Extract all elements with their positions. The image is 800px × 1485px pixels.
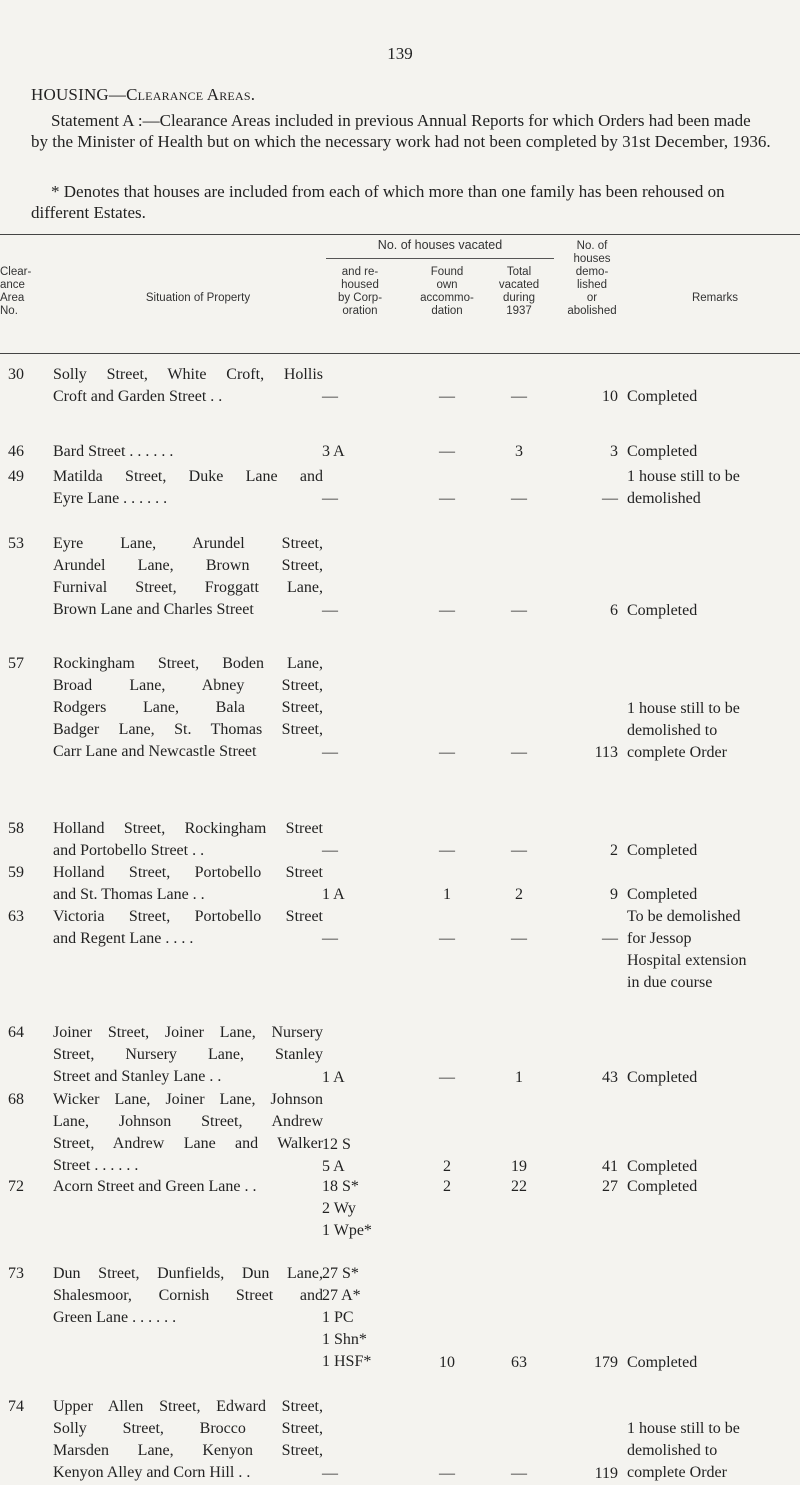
remark-line: 1 house still to be xyxy=(627,468,740,485)
rehoused-entry: 2 Wy xyxy=(322,1200,356,1217)
remark-line: Completed xyxy=(627,1157,698,1175)
rehoused-entry: 3 A xyxy=(322,443,345,460)
situation-line: Eyre Lane, Arundel Street, xyxy=(53,535,323,552)
situation-line: Wicker Lane, Joiner Lane, Johnson xyxy=(53,1091,323,1108)
houses-demolished: 113 xyxy=(594,744,618,762)
situation-line: Broad Lane, Abney Street, xyxy=(53,677,323,694)
total-vacated: 3 xyxy=(515,443,523,460)
remark-line: To be demolished xyxy=(627,908,741,925)
rehoused-by-corporation xyxy=(322,884,398,906)
rehoused-entry: 1 Shn* xyxy=(322,1331,367,1348)
situation-of-property xyxy=(53,1022,323,1088)
area-number: 53 xyxy=(8,535,24,552)
situation-line: Acorn Street and Green Lane . . xyxy=(53,1178,257,1195)
situation-line: Solly Street, White Croft, Hollis xyxy=(53,366,323,383)
header-houses-vacated-group: No. of houses vacated xyxy=(377,238,503,252)
rehoused-entry: 12 S xyxy=(322,1135,351,1153)
heading-dash: — xyxy=(108,85,127,104)
houses-demolished: 179 xyxy=(594,1354,618,1372)
rehoused-by-corporation xyxy=(322,488,398,510)
total-vacated: 19 xyxy=(511,1157,527,1175)
rehoused-entry: — xyxy=(322,490,338,508)
situation-line: and Portobello Street . . xyxy=(53,842,205,859)
section-heading xyxy=(31,85,255,105)
found-own-accommodation: — xyxy=(439,930,455,948)
situation-line: Shalesmoor, Cornish Street and xyxy=(53,1287,323,1304)
total-vacated: — xyxy=(511,744,527,762)
remark-line: 1 house still to be xyxy=(627,1420,740,1438)
situation-of-property xyxy=(53,466,323,510)
remarks xyxy=(627,1418,800,1484)
situation-of-property xyxy=(53,906,323,950)
area-number: 46 xyxy=(8,443,24,460)
total-vacated: 63 xyxy=(511,1354,527,1372)
remarks xyxy=(627,1176,800,1198)
remarks xyxy=(627,600,800,622)
remark-line: Completed xyxy=(627,443,698,460)
found-own-accommodation: — xyxy=(439,842,455,860)
houses-demolished: 2 xyxy=(610,842,618,860)
situation-line: Street, Andrew Lane and Walker xyxy=(53,1135,323,1152)
remark-line: Completed xyxy=(627,1068,698,1086)
total-vacated: 1 xyxy=(515,1068,523,1086)
houses-demolished: — xyxy=(602,930,618,948)
found-own-accommodation: — xyxy=(439,443,455,460)
situation-line: Street, Nursery Lane, Stanley xyxy=(53,1046,323,1063)
situation-of-property xyxy=(53,364,323,408)
situation-line: Joiner Street, Joiner Lane, Nursery xyxy=(53,1024,323,1041)
situation-of-property xyxy=(53,441,323,463)
area-number: 58 xyxy=(8,820,24,837)
situation-line: and Regent Lane . . . . xyxy=(53,930,194,947)
found-own-accommodation: — xyxy=(439,1068,455,1086)
situation-of-property xyxy=(53,1263,323,1329)
area-number: 59 xyxy=(8,864,24,881)
situation-line: Dun Street, Dunfields, Dun Lane, xyxy=(53,1265,323,1282)
situation-line: Lane, Johnson Street, Andrew xyxy=(53,1113,323,1130)
heading-sub: Clearance Areas. xyxy=(126,85,256,104)
houses-demolished: 6 xyxy=(610,601,618,619)
situation-line: and St. Thomas Lane . . xyxy=(53,886,205,903)
heading-main: HOUSING xyxy=(31,85,109,104)
remarks xyxy=(627,906,800,994)
situation-line: Rodgers Lane, Bala Street, xyxy=(53,699,323,716)
situation-line: Street and Stanley Lane . . xyxy=(53,1068,222,1085)
houses-demolished: 3 xyxy=(610,443,618,460)
statement-paragraph: Statement A :—Clearance Areas included in previous Annual Reports for which Orders had been made by the Minister of Health but on which the necessary work had not been completed by 31st December, 1936. xyxy=(31,111,771,151)
rehoused-entry: — xyxy=(322,842,338,860)
situation-of-property xyxy=(53,818,323,862)
remarks xyxy=(627,884,800,906)
remark-line: Completed xyxy=(627,1178,698,1195)
remarks xyxy=(627,466,800,510)
rehoused-by-corporation xyxy=(322,840,398,862)
remark-line: complete Order xyxy=(627,743,727,761)
remarks xyxy=(627,1156,800,1178)
area-number: 74 xyxy=(8,1398,24,1415)
found-own-accommodation: — xyxy=(439,601,455,619)
remark-line: in due course xyxy=(627,974,713,991)
area-number: 63 xyxy=(8,908,24,925)
situation-of-property xyxy=(53,1396,323,1484)
remark-line: Completed xyxy=(627,601,698,619)
remark-line: demolished xyxy=(627,490,701,507)
situation-line: Arundel Lane, Brown Street, xyxy=(53,557,323,574)
houses-demolished: 43 xyxy=(602,1068,618,1086)
situation-line: Eyre Lane . . . . . . xyxy=(53,490,168,507)
situation-line: Marsden Lane, Kenyon Street, xyxy=(53,1442,323,1459)
situation-of-property xyxy=(53,1176,323,1198)
found-own-accommodation: — xyxy=(439,744,455,762)
situation-line: Badger Lane, St. Thomas Street, xyxy=(53,721,323,738)
rehoused-entry: 1 A xyxy=(322,886,345,904)
situation-line: Rockingham Street, Boden Lane, xyxy=(53,655,323,672)
remark-line: Completed xyxy=(627,886,698,904)
area-number: 73 xyxy=(8,1265,24,1282)
situation-of-property xyxy=(53,533,323,621)
remark-line: Hospital extension xyxy=(627,952,747,969)
houses-demolished: 10 xyxy=(602,388,618,406)
total-vacated: 2 xyxy=(515,886,523,904)
rehoused-by-corporation xyxy=(322,600,398,622)
remark-line: demolished to xyxy=(627,721,718,739)
houses-demolished: 41 xyxy=(602,1157,618,1175)
area-number: 49 xyxy=(8,468,24,485)
situation-line: Holland Street, Portobello Street xyxy=(53,864,323,881)
remark-line: complete Order xyxy=(627,1464,727,1482)
header-found-own: Found own accommo- dation xyxy=(420,266,474,317)
rehoused-by-corporation xyxy=(322,1134,398,1178)
rehoused-by-corporation xyxy=(322,1067,398,1089)
header-demolished: No. of houses demo- lished or abolished xyxy=(567,240,617,317)
remark-line: 1 house still to be xyxy=(627,699,740,717)
situation-line: Kenyon Alley and Corn Hill . . xyxy=(53,1464,251,1481)
remark-line: Completed xyxy=(627,1354,698,1372)
rehoused-by-corporation xyxy=(322,742,398,764)
remarks xyxy=(627,1352,800,1374)
found-own-accommodation: 2 xyxy=(443,1157,451,1175)
area-number: 64 xyxy=(8,1024,24,1041)
rehoused-entry: 27 S* xyxy=(322,1265,359,1282)
remarks xyxy=(627,441,800,463)
found-own-accommodation: — xyxy=(439,490,455,508)
area-number: 57 xyxy=(8,655,24,672)
total-vacated: — xyxy=(511,388,527,406)
rehoused-entry: 5 A xyxy=(322,1157,345,1175)
header-area-no: Clear- ance Area No. xyxy=(0,266,32,317)
found-own-accommodation: 10 xyxy=(439,1354,455,1372)
situation-line: Green Lane . . . . . . xyxy=(53,1309,177,1326)
rehoused-by-corporation xyxy=(322,441,398,463)
situation-line: Bard Street . . . . . . xyxy=(53,443,174,460)
remark-line: for Jessop xyxy=(627,930,692,947)
rehoused-by-corporation xyxy=(322,1176,398,1242)
rehoused-entry: 1 HSF* xyxy=(322,1353,372,1370)
header-group-rule xyxy=(326,258,554,259)
rehoused-by-corporation xyxy=(322,386,398,408)
remark-line: Completed xyxy=(627,842,698,860)
remarks xyxy=(627,1067,800,1089)
header-rehoused: and re- housed by Corp- oration xyxy=(337,266,383,317)
total-vacated: 22 xyxy=(511,1178,527,1195)
situation-of-property xyxy=(53,862,323,906)
rehoused-entry: — xyxy=(322,1464,338,1482)
situation-line: Holland Street, Rockingham Street xyxy=(53,820,323,837)
situation-line: Carr Lane and Newcastle Street xyxy=(53,743,257,760)
remarks xyxy=(627,840,800,862)
houses-demolished: 9 xyxy=(610,886,618,904)
situation-line: Matilda Street, Duke Lane and xyxy=(53,468,323,485)
rehoused-by-corporation xyxy=(322,1463,398,1485)
situation-line: Brown Lane and Charles Street xyxy=(53,601,254,618)
footnote-paragraph: * Denotes that houses are included from each of which more than one family has been rehoused on different Estates. xyxy=(31,182,725,222)
situation-of-property xyxy=(53,1089,323,1177)
rehoused-entry: — xyxy=(322,601,338,619)
total-vacated: — xyxy=(511,490,527,508)
rehoused-entry: 18 S* xyxy=(322,1178,359,1195)
found-own-accommodation: — xyxy=(439,1464,455,1482)
situation-of-property xyxy=(53,653,323,763)
situation-line: Croft and Garden Street . . xyxy=(53,388,223,405)
rehoused-entry: — xyxy=(322,744,338,762)
houses-demolished: 27 xyxy=(602,1178,618,1195)
remarks xyxy=(627,698,800,764)
area-number: 30 xyxy=(8,366,24,383)
total-vacated: — xyxy=(511,1464,527,1482)
total-vacated: — xyxy=(511,930,527,948)
situation-line: Victoria Street, Portobello Street xyxy=(53,908,323,925)
header-remarks: Remarks xyxy=(691,292,738,304)
rehoused-entry: 1 Wpe* xyxy=(322,1222,372,1239)
situation-line: Street . . . . . . xyxy=(53,1157,139,1174)
header-total-vacated: Total vacated during 1937 xyxy=(498,266,540,317)
remarks xyxy=(627,386,800,408)
rehoused-entry: — xyxy=(322,388,338,406)
rehoused-entry: 1 PC xyxy=(322,1309,354,1326)
found-own-accommodation: — xyxy=(439,388,455,406)
remark-line: Completed xyxy=(627,388,698,406)
total-vacated: — xyxy=(511,842,527,860)
remark-line: demolished to xyxy=(627,1442,718,1460)
rehoused-entry: — xyxy=(322,930,338,948)
area-number: 72 xyxy=(8,1178,24,1195)
situation-line: Solly Street, Brocco Street, xyxy=(53,1420,323,1437)
houses-demolished: 119 xyxy=(594,1464,618,1482)
table-top-rule xyxy=(0,234,800,235)
found-own-accommodation: 1 xyxy=(443,886,451,904)
houses-demolished: — xyxy=(602,490,618,508)
situation-line: Upper Allen Street, Edward Street, xyxy=(53,1398,323,1415)
rehoused-entry: 27 A* xyxy=(322,1287,361,1304)
rehoused-by-corporation xyxy=(322,1263,398,1373)
area-number: 68 xyxy=(8,1091,24,1108)
total-vacated: — xyxy=(511,601,527,619)
page-number: 139 xyxy=(387,44,413,63)
header-bottom-rule xyxy=(0,353,800,354)
header-situation: Situation of Property xyxy=(145,292,251,304)
situation-line: Furnival Street, Froggatt Lane, xyxy=(53,579,323,596)
rehoused-entry: 1 A xyxy=(322,1068,345,1086)
found-own-accommodation: 2 xyxy=(443,1178,451,1195)
rehoused-by-corporation xyxy=(322,928,398,950)
